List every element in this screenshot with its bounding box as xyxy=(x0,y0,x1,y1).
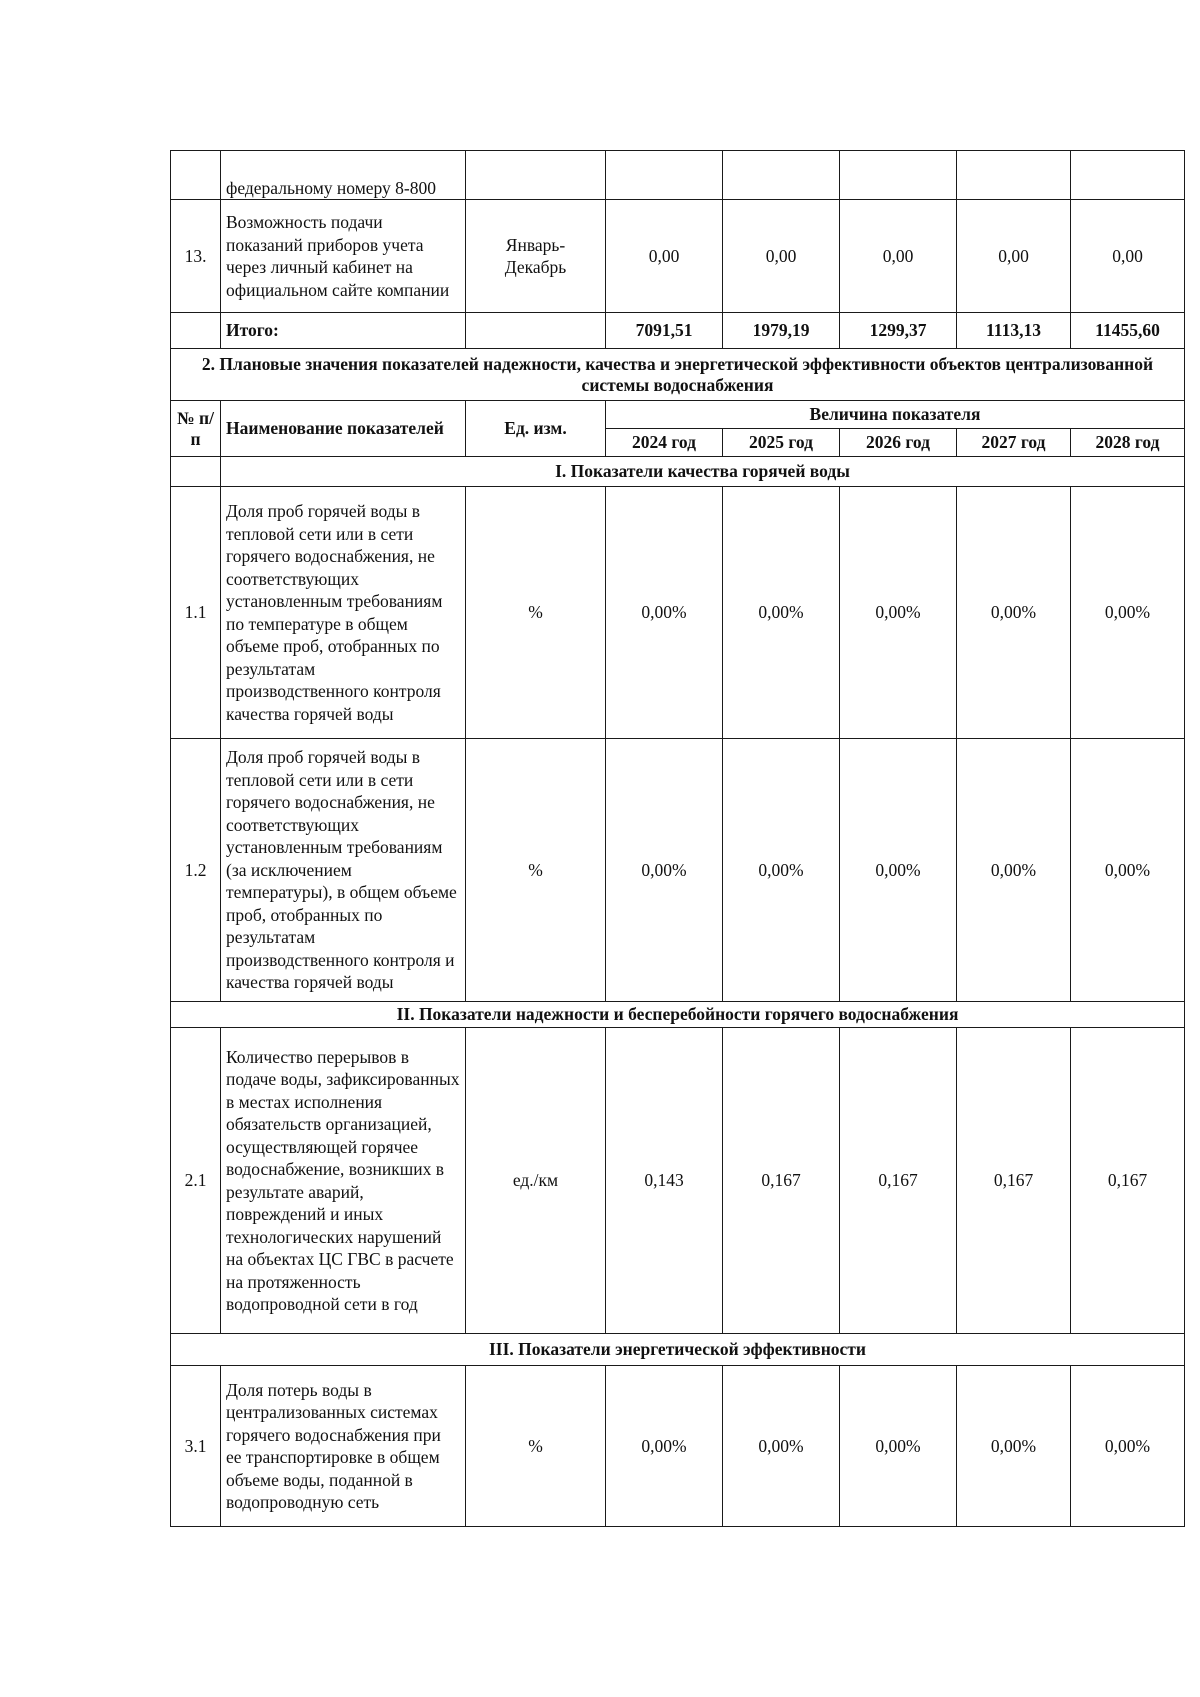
row-value: 0,00% xyxy=(840,1366,957,1527)
header-year: 2026 год xyxy=(840,429,957,457)
row-value: 0,00% xyxy=(606,1366,723,1527)
row-value xyxy=(1071,151,1185,200)
row-number: 1.2 xyxy=(171,739,221,1002)
row-value: 0,00% xyxy=(957,487,1071,739)
group-title: I. Показатели качества горячей воды xyxy=(221,457,1185,487)
row-unit: % xyxy=(466,739,606,1002)
total-empty-cell xyxy=(466,313,606,349)
total-label: Итого: xyxy=(221,313,466,349)
section-title-row xyxy=(171,349,1185,401)
row-value: 0,00% xyxy=(1071,1366,1185,1527)
table-row xyxy=(171,487,1185,739)
row-value: 0,00% xyxy=(1071,739,1185,1002)
row-name: Количество перерывов в подаче воды, зафиксированных в местах исполнения обязательств организацией, осуществляющей горячее водоснабжение, возникших в результате аварий, повреждений и иных технологических нарушений на объектах ЦС ГВС в расчете на протяженность водопроводной сети в год xyxy=(221,1028,466,1334)
row-number xyxy=(171,151,221,200)
total-value: 1299,37 xyxy=(840,313,957,349)
row-name: Доля проб горячей воды в тепловой сети или в сети горячего водоснабжения, не соответствующих установленным требованиям (за исключением температуры), в общем объеме проб, отобранных по результатам производственного контроля и качества горячей воды xyxy=(221,739,466,1002)
row-value: 0,167 xyxy=(957,1028,1071,1334)
row-value: 0,00% xyxy=(606,739,723,1002)
row-value: 0,00 xyxy=(957,200,1071,313)
row-value: 0,00 xyxy=(723,200,840,313)
group-title: II. Показатели надежности и бесперебойности горячего водоснабжения xyxy=(171,1002,1185,1028)
header-year: 2024 год xyxy=(606,429,723,457)
row-value: 0,00% xyxy=(840,487,957,739)
row-value: 0,00% xyxy=(723,1366,840,1527)
row-value: 0,167 xyxy=(1071,1028,1185,1334)
row-value: 0,143 xyxy=(606,1028,723,1334)
row-name: Доля проб горячей воды в тепловой сети или в сети горячего водоснабжения, не соответствующих установленным требованиям по температуре в общем объеме проб, отобранных по результатам производственного контроля качества горячей воды xyxy=(221,487,466,739)
total-value: 1113,13 xyxy=(957,313,1071,349)
group-empty-cell xyxy=(171,457,221,487)
section-title: 2. Плановые значения показателей надежности, качества и энергетической эффективности объектов централизованной системы водоснабжения xyxy=(171,349,1185,401)
row-value: 0,00% xyxy=(840,739,957,1002)
row-unit: % xyxy=(466,487,606,739)
group-title-row xyxy=(171,1334,1185,1366)
row-value: 0,00 xyxy=(606,200,723,313)
header-row xyxy=(171,401,1185,429)
header-unit: Ед. изм. xyxy=(466,401,606,457)
row-name: федеральному номеру 8-800 xyxy=(221,151,466,200)
row-value: 0,00% xyxy=(1071,487,1185,739)
row-value: 0,00% xyxy=(957,1366,1071,1527)
row-name: Возможность подачи показаний приборов учета через личный кабинет на официальном сайте компании xyxy=(221,200,466,313)
total-value: 11455,60 xyxy=(1071,313,1185,349)
row-unit: ед./км xyxy=(466,1028,606,1334)
table-row xyxy=(171,1366,1185,1527)
row-period xyxy=(466,151,606,200)
row-value: 0,00 xyxy=(840,200,957,313)
row-value: 0,00% xyxy=(723,487,840,739)
table-row xyxy=(171,1028,1185,1334)
total-empty-cell xyxy=(171,313,221,349)
total-value: 7091,51 xyxy=(606,313,723,349)
header-year: 2028 год xyxy=(1071,429,1185,457)
row-number: 1.1 xyxy=(171,487,221,739)
row-value xyxy=(840,151,957,200)
header-number: № п/п xyxy=(171,401,221,457)
row-value: 0,00% xyxy=(723,739,840,1002)
row-number: 13. xyxy=(171,200,221,313)
header-year: 2027 год xyxy=(957,429,1071,457)
row-name: Доля потерь воды в централизованных системах горячего водоснабжения при ее транспортировке в общем объеме воды, поданной в водопроводную сеть xyxy=(221,1366,466,1527)
row-value xyxy=(723,151,840,200)
row-value: 0,167 xyxy=(840,1028,957,1334)
row-number: 2.1 xyxy=(171,1028,221,1334)
indicators-table xyxy=(170,150,1185,1527)
group-title-row xyxy=(171,457,1185,487)
header-name: Наименование показателей xyxy=(221,401,466,457)
total-row xyxy=(171,313,1185,349)
row-value: 0,00% xyxy=(606,487,723,739)
table-row xyxy=(171,200,1185,313)
row-value: 0,167 xyxy=(723,1028,840,1334)
group-title: III. Показатели энергетической эффективности xyxy=(171,1334,1185,1366)
row-value xyxy=(957,151,1071,200)
header-year: 2025 год xyxy=(723,429,840,457)
table-row xyxy=(171,151,1185,200)
total-value: 1979,19 xyxy=(723,313,840,349)
row-unit: % xyxy=(466,1366,606,1527)
row-number: 3.1 xyxy=(171,1366,221,1527)
table-row xyxy=(171,739,1185,1002)
row-period: Январь-Декабрь xyxy=(466,200,606,313)
row-value: 0,00% xyxy=(957,739,1071,1002)
row-value xyxy=(606,151,723,200)
header-value-group: Величина показателя xyxy=(606,401,1185,429)
row-value: 0,00 xyxy=(1071,200,1185,313)
group-title-row xyxy=(171,1002,1185,1028)
